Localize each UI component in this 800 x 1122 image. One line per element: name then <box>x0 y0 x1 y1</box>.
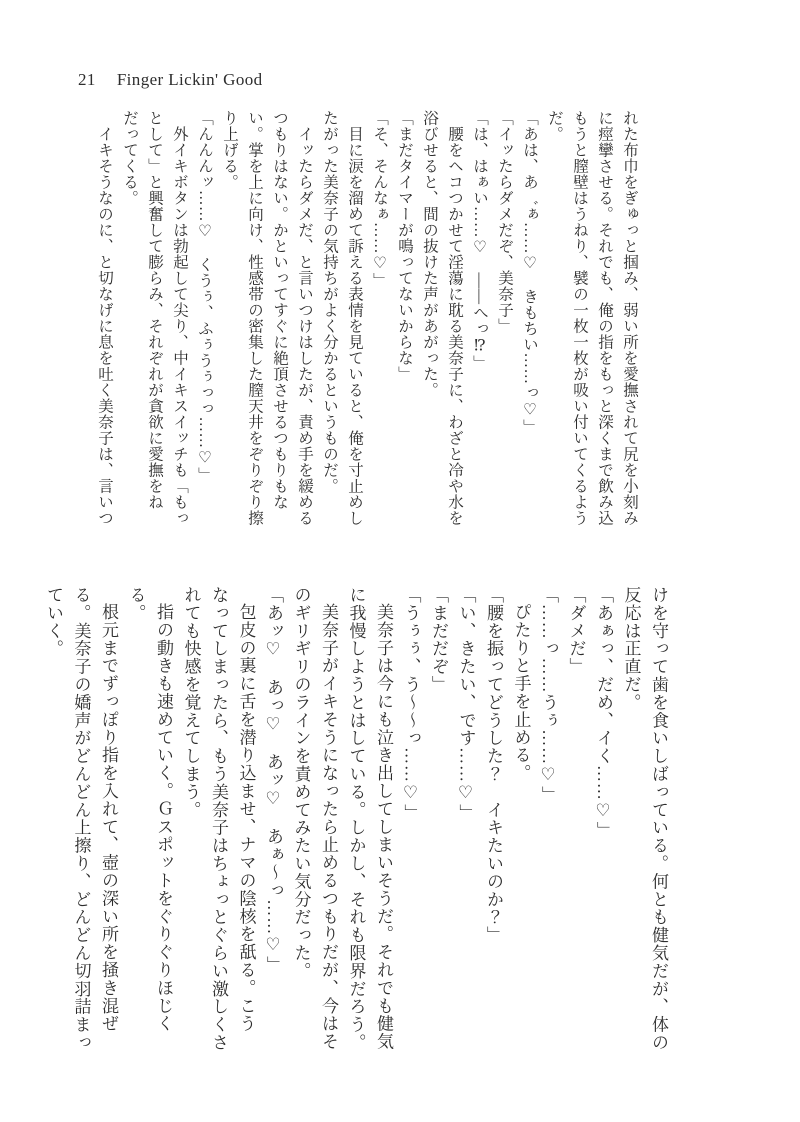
paragraph: 「あぁっ、だめ、イく……♡」 <box>594 586 613 840</box>
paragraph: れた布巾をぎゅっと掴み、弱い所を愛撫されて尻を小刻みに痙攣させる。それでも、俺の指をもっと深くまで飲み込もうと膣壁はうねり、襞の一枚一枚が吸い付いてくるようだ。 <box>546 110 638 526</box>
paragraph: 「い、きたい、です……♡」 <box>456 586 476 822</box>
paragraph: 「ダメだ」 <box>566 586 586 676</box>
paragraph: けを守って歯を食いしばっている。何とも健気だが、体の反応は正直だ。 <box>621 586 668 1052</box>
paragraph: イキそうなのに、と切なげに息を吐く美奈子は、言いつ <box>96 125 113 526</box>
paragraph: 「んんんッ……♡ くうぅ、ふぅうぅっっ……♡」 <box>196 110 213 483</box>
paragraph: 「まだタイマーが鳴ってないからな」 <box>396 110 413 382</box>
paragraph: 腰をヘコつかせて淫蕩に耽る美奈子に、わざと冷や水を浴びせると、間の抜けた声があがった。 <box>421 110 463 526</box>
paragraph: 「腰を振ってどうした？ イキたいのか？」 <box>484 586 503 944</box>
paragraph: 指の動きも速めていく。Ｇスポットをぐりぐりほじくる。 <box>126 586 173 1033</box>
paragraph: 根元までずっぽり指を入れて、壺の深い所を掻き混ぜる。美奈子の嬌声がどんどん上擦り、どんどん切羽詰まっていく。 <box>44 586 118 1052</box>
paragraph: 美奈子は今にも泣き出してしまいそうだ。それでも健気に我慢しようとはしている。しかし、それも限界だろう。 <box>346 586 393 1052</box>
paragraph: イッたらダメだ、と言いつけはしたが、責め手を緩めるつもりはない。かといってすぐに絶頂させるつもりもない。掌を上に向け、性感帯の密集した膣天井をぞりぞり擦り上げる。 <box>221 110 313 526</box>
paragraph: 「あは、あ゛ぁ……♡ きもちい……っ♡」 <box>521 110 538 435</box>
paragraph: 「イッたらダメだぞ、美奈子」 <box>496 110 513 334</box>
paragraph: 目に涙を溜めて訴える表情を見ていると、俺を寸止めしたがった美奈子の気持ちがよく分かるというものだ。 <box>321 110 363 526</box>
text-block-bottom <box>44 586 672 1056</box>
running-header <box>78 70 263 90</box>
paragraph: 「……っ……うぅ……♡」 <box>539 586 558 804</box>
paragraph: 「あッ♡ あっ♡ あッ♡ あぁ〜っ……♡」 <box>264 586 283 974</box>
text-block-top <box>82 110 642 536</box>
paragraph: 「まだだぞ」 <box>429 586 448 694</box>
paragraph: 「は、はぁい……♡ ――へっ⁉」 <box>471 110 488 371</box>
paragraph: 包皮の裏に舌を潜り込ませ、ナマの陰核を舐る。こうなってしまったら、もう美奈子はちょっとぐらい激しくされても快感を覚えてしまう。 <box>181 586 256 1052</box>
paragraph: 「そ、そんなぁ……♡」 <box>371 110 388 289</box>
page-number: 21 <box>78 70 96 89</box>
paragraph: 「うぅぅ、う〜〜っ……♡」 <box>401 586 421 822</box>
paragraph: 外イキボタンは勃起して尖り、中イキスイッチも「もっとして」と興奮して膨らみ、それぞれが貪欲に愛撫をねだってくる。 <box>121 110 188 526</box>
paragraph: ぴたりと手を止める。 <box>511 603 531 782</box>
paragraph: 美奈子がイキそうになったら止めるつもりだが、今はそのギリギリのラインを責めてみたい気分だった。 <box>291 586 338 1051</box>
chapter-title: Finger Lickin' Good <box>116 70 263 89</box>
